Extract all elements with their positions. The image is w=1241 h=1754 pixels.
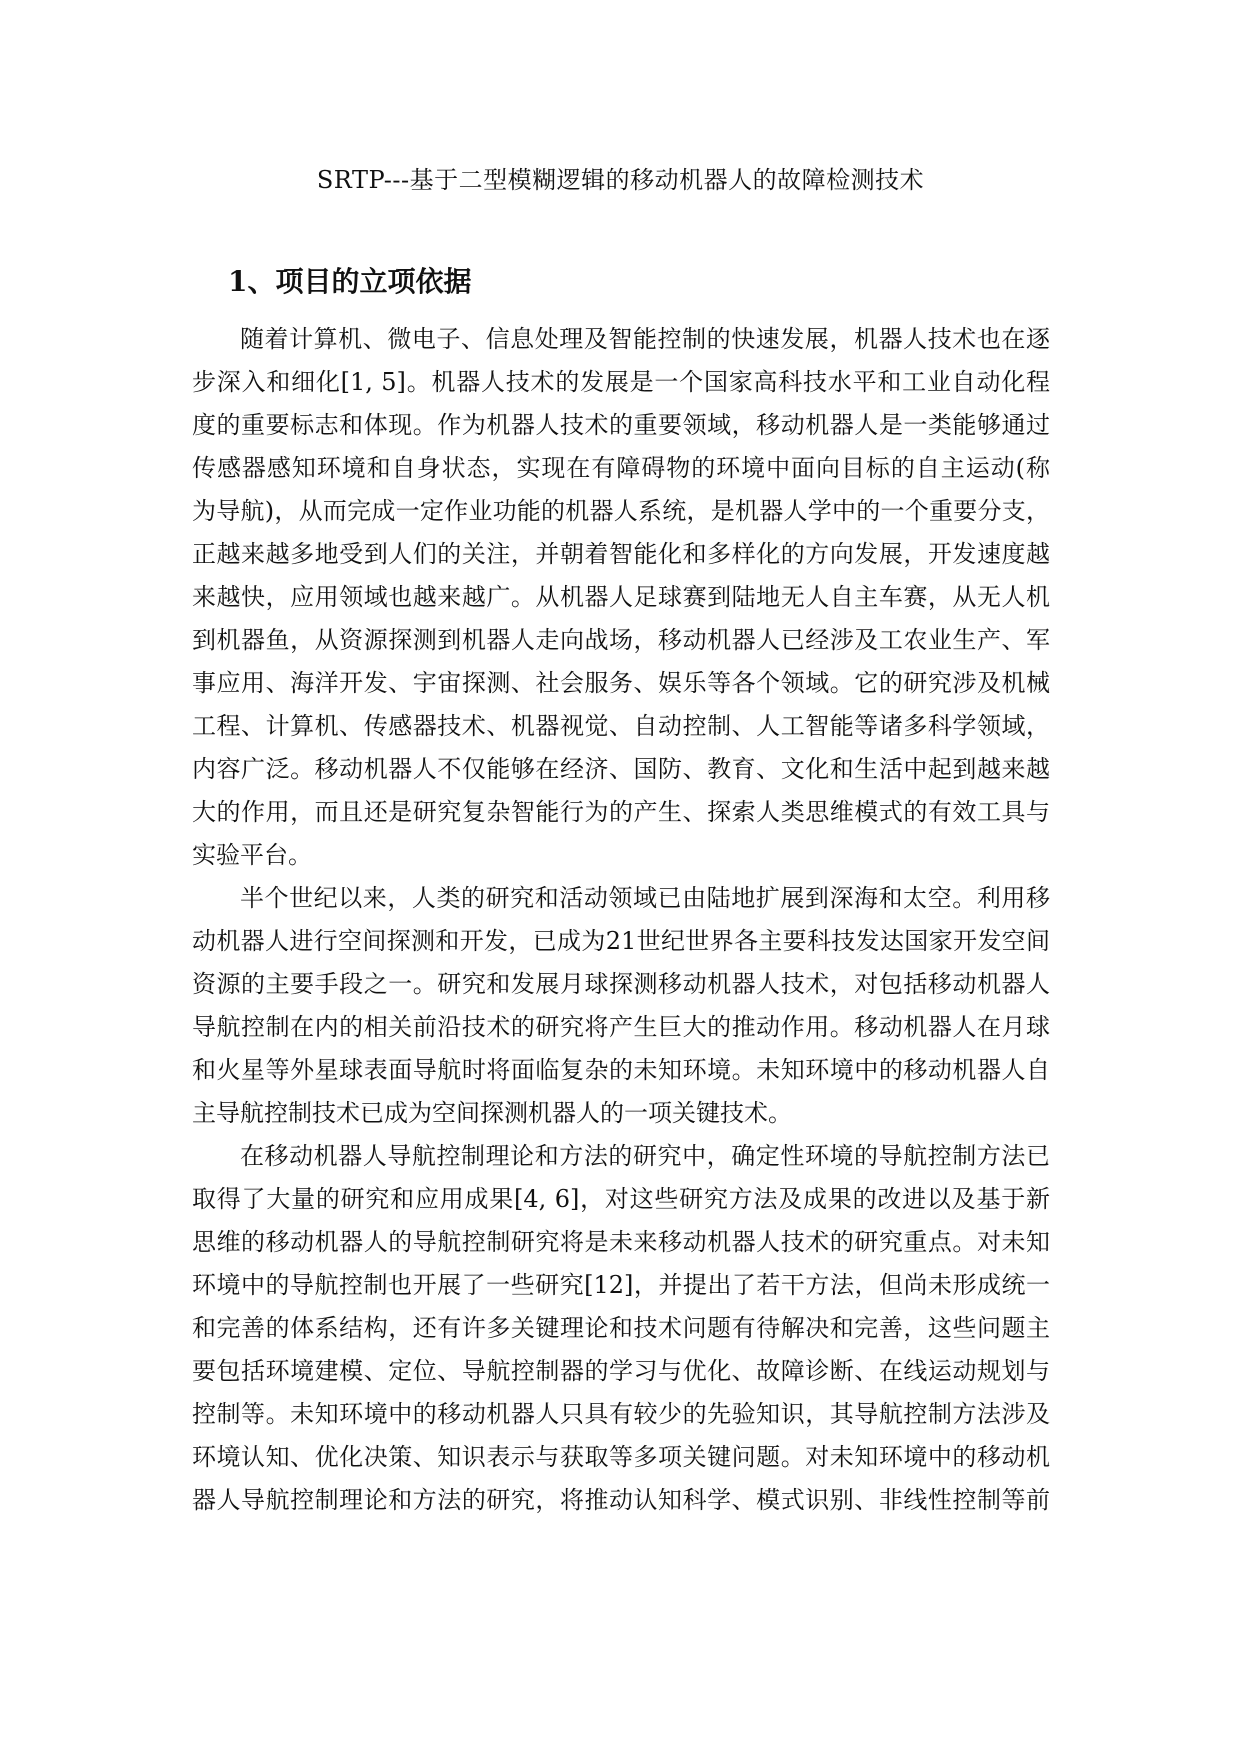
paragraph [192,1135,1050,1522]
paragraph-line: 和火星等外星球表面导航时将面临复杂的未知环境。未知环境中的移动机器人自 [192,1056,1050,1084]
paragraph-line: 在移动机器人导航控制理论和方法的研究中，确定性环境的导航控制方法已 [240,1142,1050,1170]
section-heading: 1、项目的立项依据 [228,265,472,298]
paragraph-line: 动机器人进行空间探测和开发，已成为21世纪世界各主要科技发达国家开发空间 [192,927,1050,955]
paragraph-line: 度的重要标志和体现。作为机器人技术的重要领域，移动机器人是一类能够通过 [192,411,1050,439]
paragraph-line: 思维的移动机器人的导航控制研究将是未来移动机器人技术的研究重点。对未知 [192,1228,1050,1256]
paragraph-line: 控制等。未知环境中的移动机器人只具有较少的先验知识，其导航控制方法涉及 [192,1400,1050,1428]
paragraph-line: 随着计算机、微电子、信息处理及智能控制的快速发展，机器人技术也在逐 [240,325,1050,353]
paragraph-line: 环境认知、优化决策、知识表示与获取等多项关键问题。对未知环境中的移动机 [192,1443,1050,1471]
paragraph-line: 工程、计算机、传感器技术、机器视觉、自动控制、人工智能等诸多科学领域， [192,712,1050,740]
paragraph-line: 器人导航控制理论和方法的研究，将推动认知科学、模式识别、非线性控制等前 [192,1486,1050,1514]
paragraph-line: 主导航控制技术已成为空间探测机器人的一项关键技术。 [192,1099,792,1127]
paragraph-line: 实验平台。 [192,841,312,869]
paragraph-line: 步深入和细化[1, 5]。机器人技术的发展是一个国家高科技水平和工业自动化程 [192,368,1050,396]
paragraph-line: 传感器感知环境和自身状态，实现在有障碍物的环境中面向目标的自主运动(称 [192,454,1050,482]
paragraph-line: 半个世纪以来，人类的研究和活动领域已由陆地扩展到深海和太空。利用移 [240,884,1050,912]
paragraph-line: 资源的主要手段之一。研究和发展月球探测移动机器人技术，对包括移动机器人 [192,970,1050,998]
document-title: SRTP---基于二型模糊逻辑的移动机器人的故障检测技术 [316,166,925,194]
paragraph [192,877,1050,1135]
paragraph-line: 正越来越多地受到人们的关注，并朝着智能化和多样化的方向发展，开发速度越 [192,540,1050,568]
paragraph-line: 来越快，应用领域也越来越广。从机器人足球赛到陆地无人自主车赛，从无人机 [192,583,1050,611]
body-text [192,318,1050,1522]
paragraph-line: 大的作用，而且还是研究复杂智能行为的产生、探索人类思维模式的有效工具与 [192,798,1050,826]
paragraph-line: 取得了大量的研究和应用成果[4, 6]，对这些研究方法及成果的改进以及基于新 [192,1185,1050,1213]
paragraph-line: 事应用、海洋开发、宇宙探测、社会服务、娱乐等各个领域。它的研究涉及机械 [192,669,1050,697]
paragraph-line: 和完善的体系结构，还有许多关键理论和技术问题有待解决和完善，这些问题主 [192,1314,1050,1342]
paragraph-line: 为导航)，从而完成一定作业功能的机器人系统，是机器人学中的一个重要分支， [192,497,1050,525]
paragraph-line: 要包括环境建模、定位、导航控制器的学习与优化、故障诊断、在线运动规划与 [192,1357,1050,1385]
paragraph-line: 环境中的导航控制也开展了一些研究[12]，并提出了若干方法，但尚未形成统一 [192,1271,1050,1299]
paragraph-line: 到机器鱼，从资源探测到机器人走向战场，移动机器人已经涉及工农业生产、军 [192,626,1050,654]
paragraph-line: 导航控制在内的相关前沿技术的研究将产生巨大的推动作用。移动机器人在月球 [192,1013,1050,1041]
paragraph-line: 内容广泛。移动机器人不仅能够在经济、国防、教育、文化和生活中起到越来越 [192,755,1050,783]
paragraph [192,318,1050,877]
